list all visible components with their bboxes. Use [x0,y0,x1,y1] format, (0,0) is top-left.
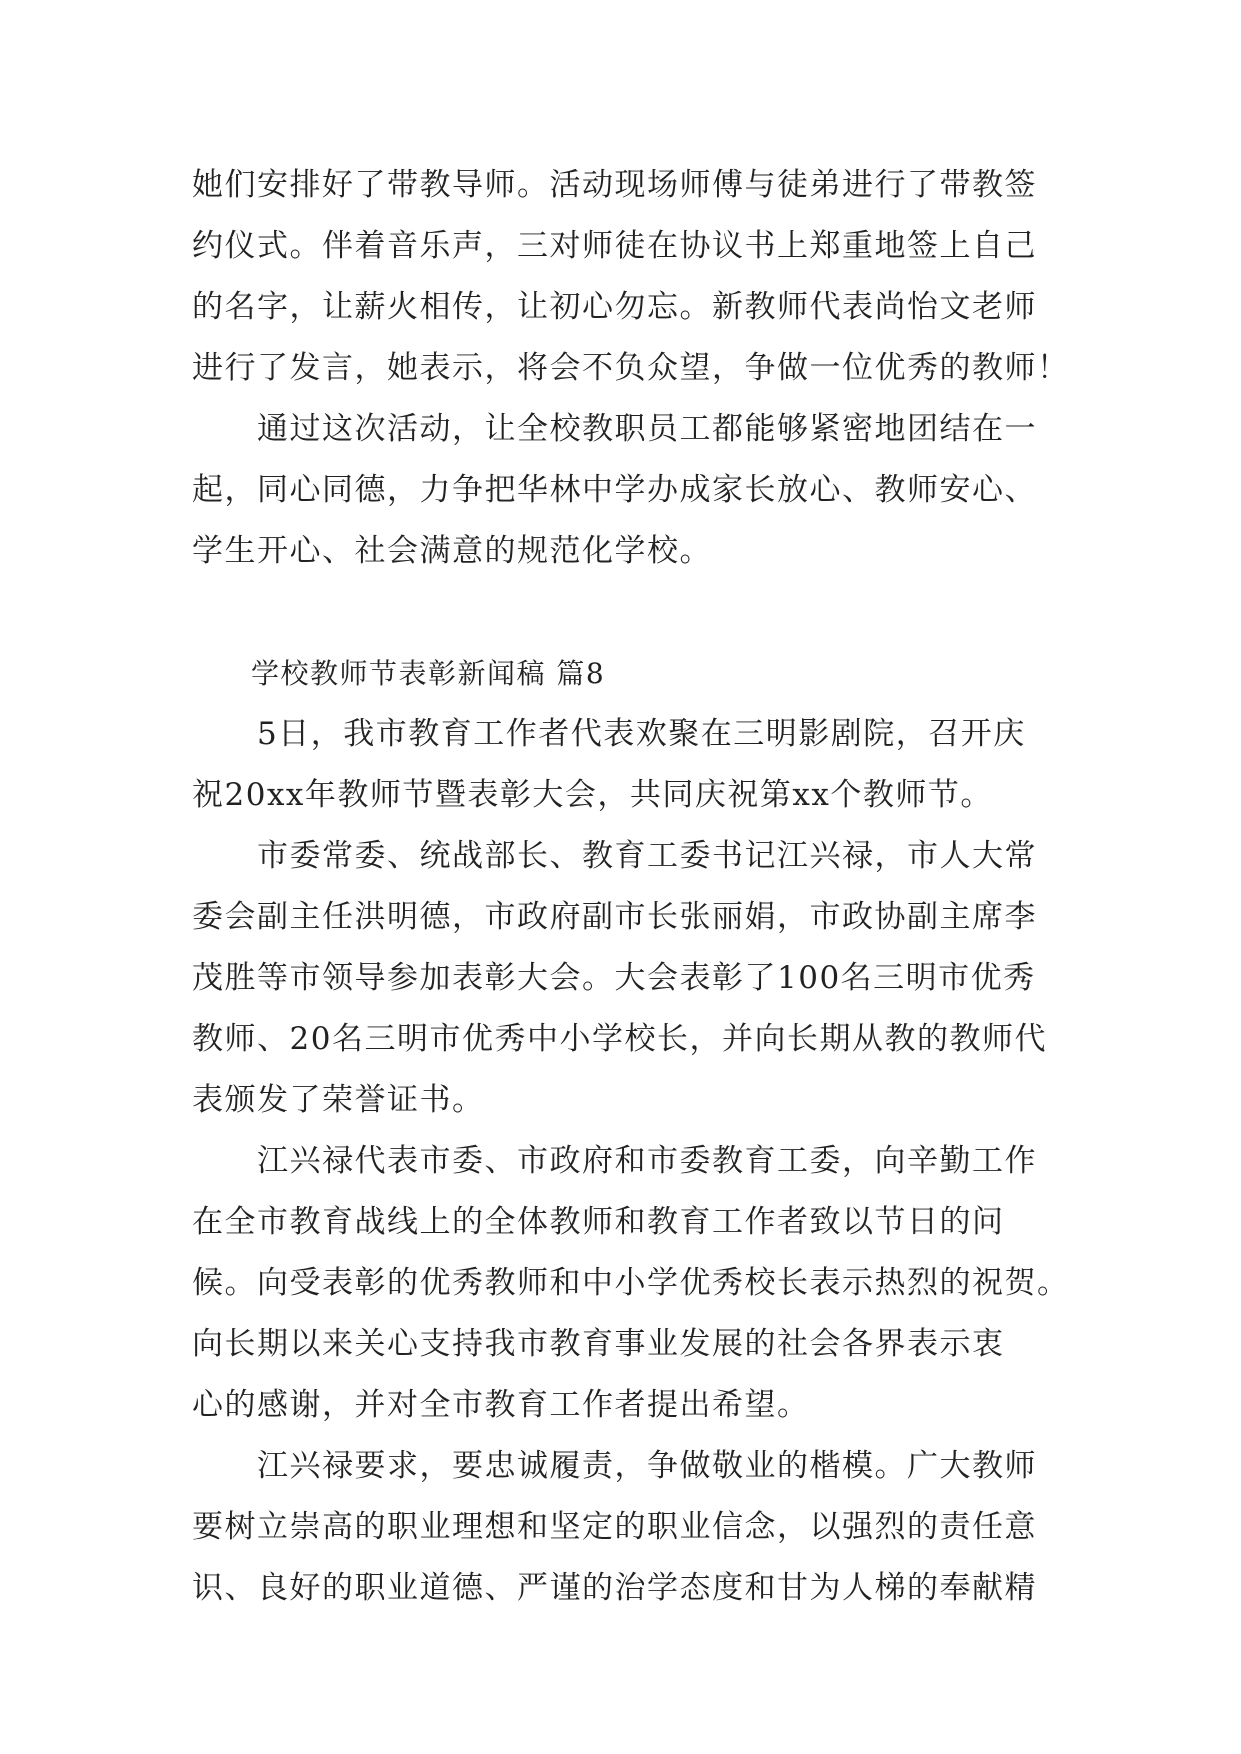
paragraph-line: 心的感谢，并对全市教育工作者提出希望。 [192,1387,810,1423]
paragraph-line: 她们安排好了带教导师。活动现场师傅与徒弟进行了带教签 [192,167,1037,203]
paragraph-line: 江兴禄要求，要忠诚履责，争做敬业的楷模。广大教师 [192,1448,1037,1484]
paragraph-line: 约仪式。伴着音乐声，三对师徒在协议书上郑重地签上自己 [192,228,1037,264]
paragraph-line: 市委常委、统战部长、教育工委书记江兴禄，市人大常 [192,838,1037,874]
document-body [192,155,1072,1619]
paragraph-line: 候。向受表彰的优秀教师和中小学优秀校长表示热烈的祝贺。 [192,1265,1070,1301]
paragraph-line: 的名字，让薪火相传，让初心勿忘。新教师代表尚怡文老师 [192,289,1037,325]
paragraph-line: 在全市教育战线上的全体教师和教育工作者致以节日的问 [192,1204,1005,1240]
paragraph-line: 教师、20名三明市优秀中小学校长，并向长期从教的教师代 [192,1021,1047,1057]
paragraph-line: 学生开心、社会满意的规范化学校。 [192,533,712,569]
paragraph-line: 5日，我市教育工作者代表欢聚在三明影剧院，召开庆 [192,716,1026,752]
section-heading: 学校教师节表彰新闻稿 篇8 [192,657,606,690]
paragraph-line: 江兴禄代表市委、市政府和市委教育工委，向辛勤工作 [192,1143,1037,1179]
paragraph-line: 进行了发言，她表示，将会不负众望，争做一位优秀的教师！ [192,350,1070,386]
paragraph-line: 茂胜等市领导参加表彰大会。大会表彰了100名三明市优秀 [192,960,1036,996]
paragraph-line: 祝20xx年教师节暨表彰大会，共同庆祝第xx个教师节。 [192,777,993,813]
paragraph-line: 识、良好的职业道德、严谨的治学态度和甘为人梯的奉献精 [192,1570,1037,1606]
paragraph-line: 委会副主任洪明德，市政府副市长张丽娟，市政协副主席李 [192,899,1037,935]
section-spacer [192,582,1072,643]
paragraph-line: 表颁发了荣誉证书。 [192,1082,485,1118]
paragraph-line: 要树立崇高的职业理想和坚定的职业信念，以强烈的责任意 [192,1509,1037,1545]
paragraph-line: 向长期以来关心支持我市教育事业发展的社会各界表示衷 [192,1326,1005,1362]
paragraph-line: 起，同心同德，力争把华林中学办成家长放心、教师安心、 [192,472,1037,508]
paragraph-line: 通过这次活动，让全校教职员工都能够紧密地团结在一 [192,411,1037,447]
